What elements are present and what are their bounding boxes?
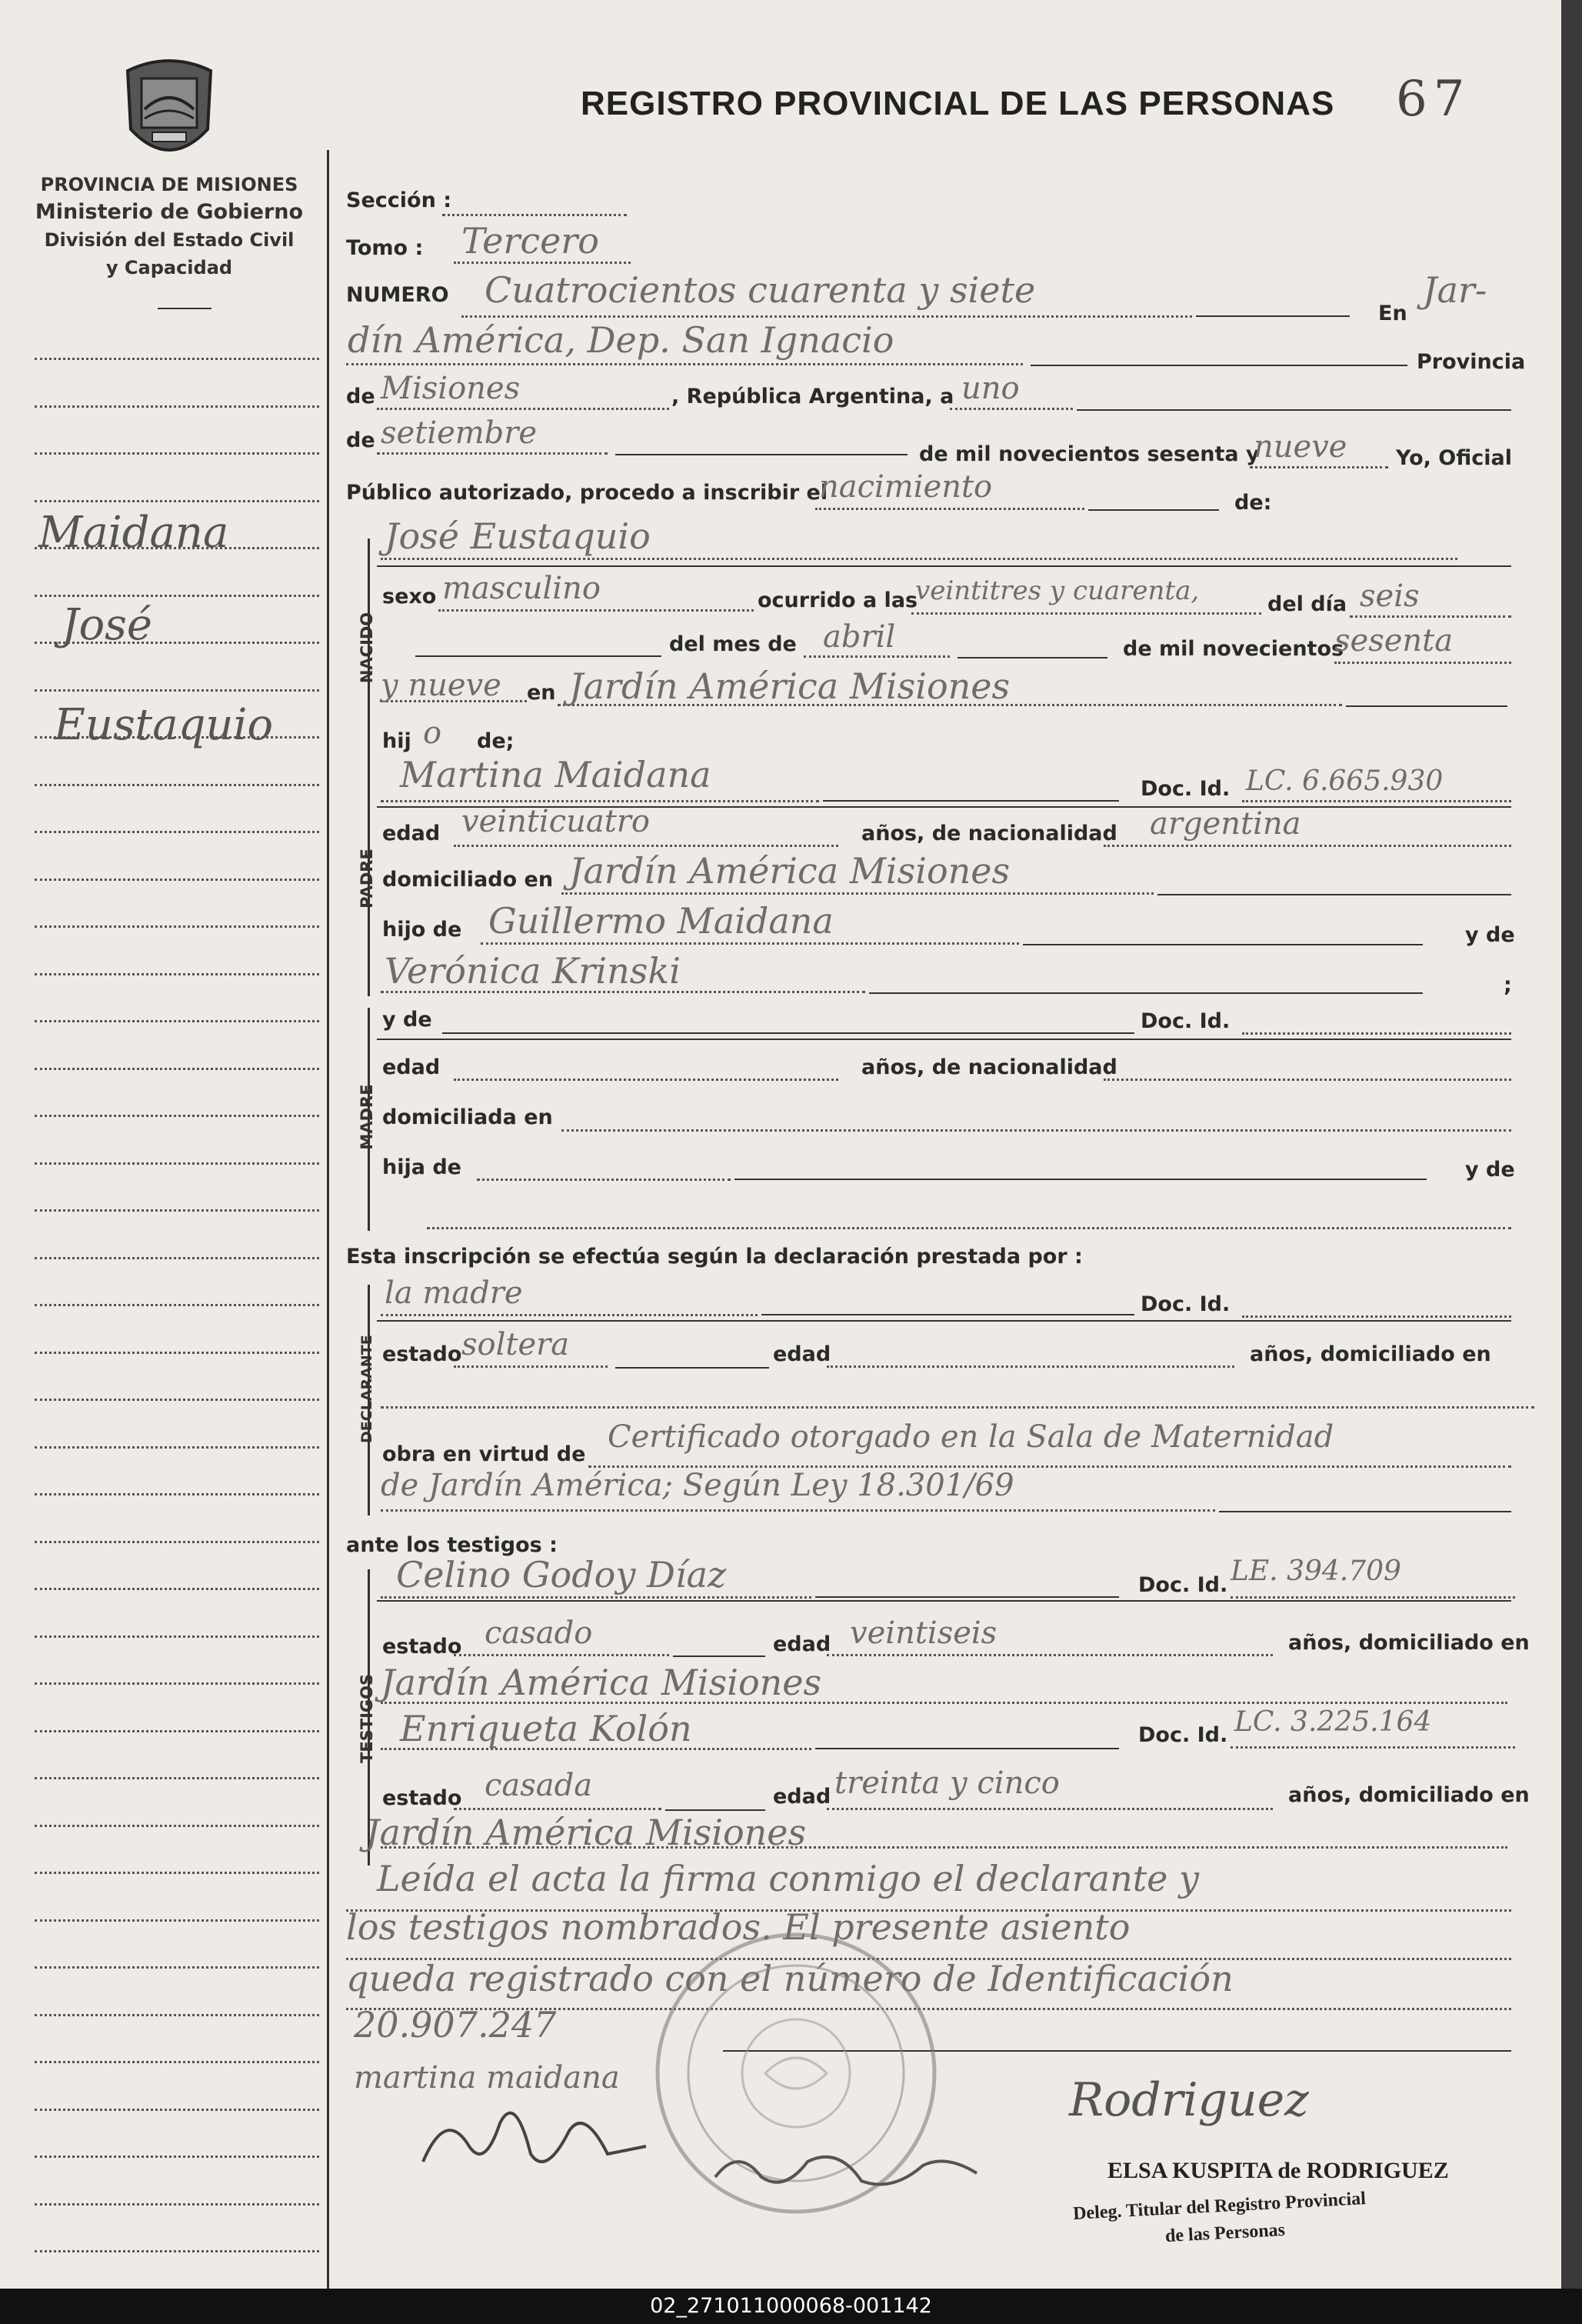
- entry-testigo1-doc: LE. 394.709: [1231, 1555, 1401, 1587]
- entry-lugar-1: Jar-: [1423, 269, 1487, 311]
- official-title-2: de las Personas: [1164, 2219, 1286, 2247]
- closing-id-number: 20.907.247: [354, 2004, 557, 2046]
- margin-rule: [35, 1825, 319, 1827]
- section-padre: PADRE: [358, 849, 376, 909]
- label-de-colon: de:: [1234, 491, 1272, 515]
- office-province: PROVINCIA DE MISIONES: [40, 174, 298, 195]
- label-de-1: de: [346, 385, 375, 408]
- entry-padre-doc: LC. 6.665.930: [1246, 765, 1444, 797]
- margin-rule: [35, 1588, 319, 1590]
- margin-second-name: Eustaquio: [54, 700, 274, 750]
- entry-testigo1-edad: veintiseis: [850, 1615, 997, 1651]
- label-edad-2: edad: [382, 1055, 441, 1079]
- label-domiciliado-1: domiciliado en: [382, 868, 554, 892]
- label-anos-dom-3: años, domiciliado en: [1288, 1783, 1530, 1807]
- margin-rule: [35, 1635, 319, 1638]
- label-del-dia: del día: [1267, 592, 1347, 616]
- label-y-de-3: y de: [1465, 1158, 1515, 1182]
- label-edad-3: edad: [773, 1342, 831, 1366]
- margin-rule: [35, 784, 319, 786]
- signature-witness: [708, 2139, 984, 2200]
- margin-rule: [35, 595, 319, 597]
- entry-lugar-nac: Jardín América Misiones: [569, 665, 1011, 707]
- margin-rule: [35, 1304, 319, 1306]
- closing-line-1: Leída el acta la firma conmigo el declarante y: [377, 1858, 1200, 1899]
- entry-padre-nacionalidad: argentina: [1150, 806, 1301, 842]
- entry-testigo2-domicilio: Jardín América Misiones: [365, 1812, 807, 1853]
- entry-padre-hijo-de: Guillermo Maidana: [488, 900, 834, 942]
- label-ante: ante los testigos :: [346, 1533, 558, 1557]
- margin-rule: [35, 1966, 319, 1969]
- entry-dia: uno: [961, 371, 1020, 406]
- margin-rule: [35, 1493, 319, 1495]
- label-hij: hij: [382, 729, 411, 753]
- label-edad-5: edad: [773, 1785, 831, 1809]
- margin-rule: [35, 1730, 319, 1732]
- entry-anio-nac-1: sesenta: [1334, 623, 1454, 659]
- section-nacido: NACIDO: [358, 612, 376, 684]
- margin-rule: [35, 2014, 319, 2016]
- margin-rule: [35, 689, 319, 692]
- label-doc-id-1: Doc. Id.: [1141, 777, 1231, 801]
- page-edge: [1561, 0, 1582, 2289]
- entry-tomo: Tercero: [461, 220, 599, 262]
- entry-testigo2-nombre: Enriqueta Kolón: [400, 1708, 692, 1749]
- label-edad-1: edad: [382, 822, 441, 845]
- label-doc-id-5: Doc. Id.: [1138, 1723, 1228, 1747]
- margin-rule: [35, 500, 319, 502]
- entry-padre-edad: veinticuatro: [461, 804, 650, 839]
- label-estado-2: estado: [382, 1635, 462, 1659]
- section-madre: MADRE: [358, 1084, 376, 1150]
- label-hija-de: hija de: [382, 1155, 461, 1179]
- label-de-semi: de;: [477, 729, 515, 753]
- entry-testigo1-domicilio: Jardín América Misiones: [381, 1662, 822, 1703]
- margin-rule: [35, 1257, 319, 1259]
- label-seccion: Sección :: [346, 188, 451, 212]
- label-de-mil: de mil novecientos sesenta y: [919, 442, 1260, 466]
- margin-surname: Maidana: [38, 508, 229, 558]
- margin-first-name: José: [62, 600, 153, 650]
- label-tomo: Tomo :: [346, 236, 424, 260]
- entry-testigo1-estado: casado: [485, 1615, 593, 1651]
- margin-rule: [35, 1446, 319, 1449]
- page-number: 67: [1396, 71, 1471, 128]
- entry-testigo2-doc: LC. 3.225.164: [1234, 1706, 1432, 1738]
- margin-rule: [35, 2109, 319, 2111]
- entry-testigo1-nombre: Celino Godoy Díaz: [396, 1554, 727, 1595]
- label-semicolon: ;: [1504, 973, 1512, 997]
- label-edad-4: edad: [773, 1632, 831, 1656]
- page-title: REGISTRO PROVINCIAL DE LAS PERSONAS: [581, 85, 1335, 122]
- margin-rule: [35, 452, 319, 455]
- section-declarante: DECLARANTE: [358, 1335, 375, 1443]
- coat-of-arms-icon: [122, 55, 217, 160]
- label-ocurrido: ocurrido a las: [758, 589, 918, 612]
- margin-rule: [35, 1162, 319, 1165]
- label-anos-nac-2: años, de nacionalidad: [861, 1055, 1117, 1079]
- margin-rule: [35, 1777, 319, 1779]
- office-header: [31, 171, 308, 282]
- label-doc-id-4: Doc. Id.: [1138, 1573, 1228, 1597]
- margin-rule: [35, 2203, 319, 2206]
- label-doc-id-3: Doc. Id.: [1141, 1292, 1231, 1316]
- margin-rule: [35, 2061, 319, 2063]
- label-domiciliada: domiciliada en: [382, 1105, 553, 1129]
- image-id-footer: 02_271011000068-001142: [0, 2289, 1582, 2324]
- label-anos-dom-2: años, domiciliado en: [1288, 1631, 1530, 1655]
- margin-rule: [35, 1541, 319, 1543]
- closing-signer-name: martina maidana: [354, 2060, 620, 2096]
- margin-rule: [35, 1209, 319, 1212]
- label-y-de-1: y de: [1465, 923, 1515, 947]
- entry-provincia: Misiones: [381, 371, 521, 406]
- section-testigos: TESTIGOS: [358, 1673, 376, 1763]
- signature-official: Rodriguez: [1069, 2073, 1309, 2127]
- margin-rule: [35, 1020, 319, 1022]
- label-del-mes: del mes de: [669, 632, 797, 656]
- margin-rule: [35, 1115, 319, 1117]
- office-capacity: y Capacidad: [105, 257, 233, 278]
- entry-obra-1: Certificado otorgado en la Sala de Maternidad: [608, 1419, 1334, 1455]
- entry-nombre: José Eustaquio: [385, 515, 651, 557]
- label-en: En: [1378, 302, 1407, 325]
- label-publico: Público autorizado, procedo a inscribir el: [346, 481, 828, 505]
- closing-line-2: los testigos nombrados. El presente asiento: [346, 1906, 1131, 1948]
- closing-line-3: queda registrado con el número de Identificación: [346, 1958, 1234, 1999]
- margin-rule: [35, 1682, 319, 1685]
- entry-testigo2-estado: casada: [485, 1768, 593, 1803]
- label-de-2: de: [346, 428, 375, 452]
- official-name: ELSA KUSPITA de RODRIGUEZ: [1107, 2158, 1449, 2183]
- entry-numero: Cuatrocientos cuarenta y siete: [485, 269, 1036, 311]
- office-ministry: Ministerio de Gobierno: [35, 200, 304, 224]
- entry-acto: nacimiento: [819, 469, 993, 505]
- label-de-mil-2: de mil novecientos: [1123, 637, 1344, 661]
- margin-rule: [35, 1352, 319, 1354]
- margin-rule: [35, 1919, 319, 1922]
- margin-rule: [35, 2156, 319, 2158]
- label-estado-1: estado: [382, 1342, 462, 1366]
- margin-rule: [35, 358, 319, 360]
- label-yo-oficial: Yo, Oficial: [1396, 446, 1512, 470]
- entry-declarante: la madre: [385, 1275, 523, 1311]
- margin-rule: [35, 973, 319, 975]
- entry-testigo2-edad: treinta y cinco: [834, 1766, 1060, 1801]
- label-provincia: Provincia: [1417, 350, 1526, 374]
- entry-anio-nac-2: y nueve: [381, 668, 501, 703]
- margin-rule: [35, 1872, 319, 1874]
- entry-anio: nueve: [1254, 429, 1347, 465]
- entry-obra-2: de Jardín América; Según Ley 18.301/69: [381, 1468, 1014, 1503]
- label-obra: obra en virtud de: [382, 1442, 586, 1466]
- official-title: Deleg. Titular del Registro Provincial: [1072, 2189, 1367, 2224]
- label-doc-id-2: Doc. Id.: [1141, 1009, 1231, 1033]
- entry-dia-nac: seis: [1360, 578, 1420, 614]
- office-division: División del Estado Civil: [44, 229, 295, 251]
- label-anos-dom-1: años, domiciliado en: [1250, 1342, 1491, 1366]
- entry-mes-nac: abril: [823, 619, 896, 655]
- label-inscripcion: Esta inscripción se efectúa según la declaración prestada por :: [346, 1245, 1083, 1269]
- entry-lugar-2: dín América, Dep. San Ignacio: [348, 319, 894, 361]
- label-sexo: sexo: [382, 585, 437, 609]
- margin-rule: [35, 1399, 319, 1401]
- margin-rule: [35, 405, 319, 408]
- label-en-2: en: [527, 681, 556, 705]
- entry-declarante-estado: soltera: [461, 1327, 570, 1362]
- label-numero: NUMERO: [346, 283, 449, 307]
- entry-sexo: masculino: [442, 571, 601, 606]
- label-hijo-de: hijo de: [382, 918, 462, 942]
- margin-rule: [35, 879, 319, 881]
- entry-hij-o: o: [423, 715, 442, 751]
- entry-hora: veintitres y cuarenta,: [915, 575, 1200, 606]
- label-republica: , República Argentina, a: [671, 385, 954, 408]
- label-y-de-2: y de: [382, 1008, 432, 1032]
- margin-rule: [35, 831, 319, 833]
- entry-padre-nombre: Martina Maidana: [400, 754, 711, 795]
- entry-mes: setiembre: [381, 415, 538, 451]
- entry-padre-domicilio: Jardín América Misiones: [569, 850, 1011, 892]
- margin-rule: [35, 1068, 319, 1070]
- signature-declarant: [415, 2077, 661, 2185]
- margin-rule: [35, 925, 319, 928]
- label-anos-nac-1: años, de nacionalidad: [861, 822, 1117, 845]
- entry-padre-y-de: Verónica Krinski: [385, 950, 681, 992]
- margin-rule: [35, 2250, 319, 2252]
- label-estado-3: estado: [382, 1786, 462, 1810]
